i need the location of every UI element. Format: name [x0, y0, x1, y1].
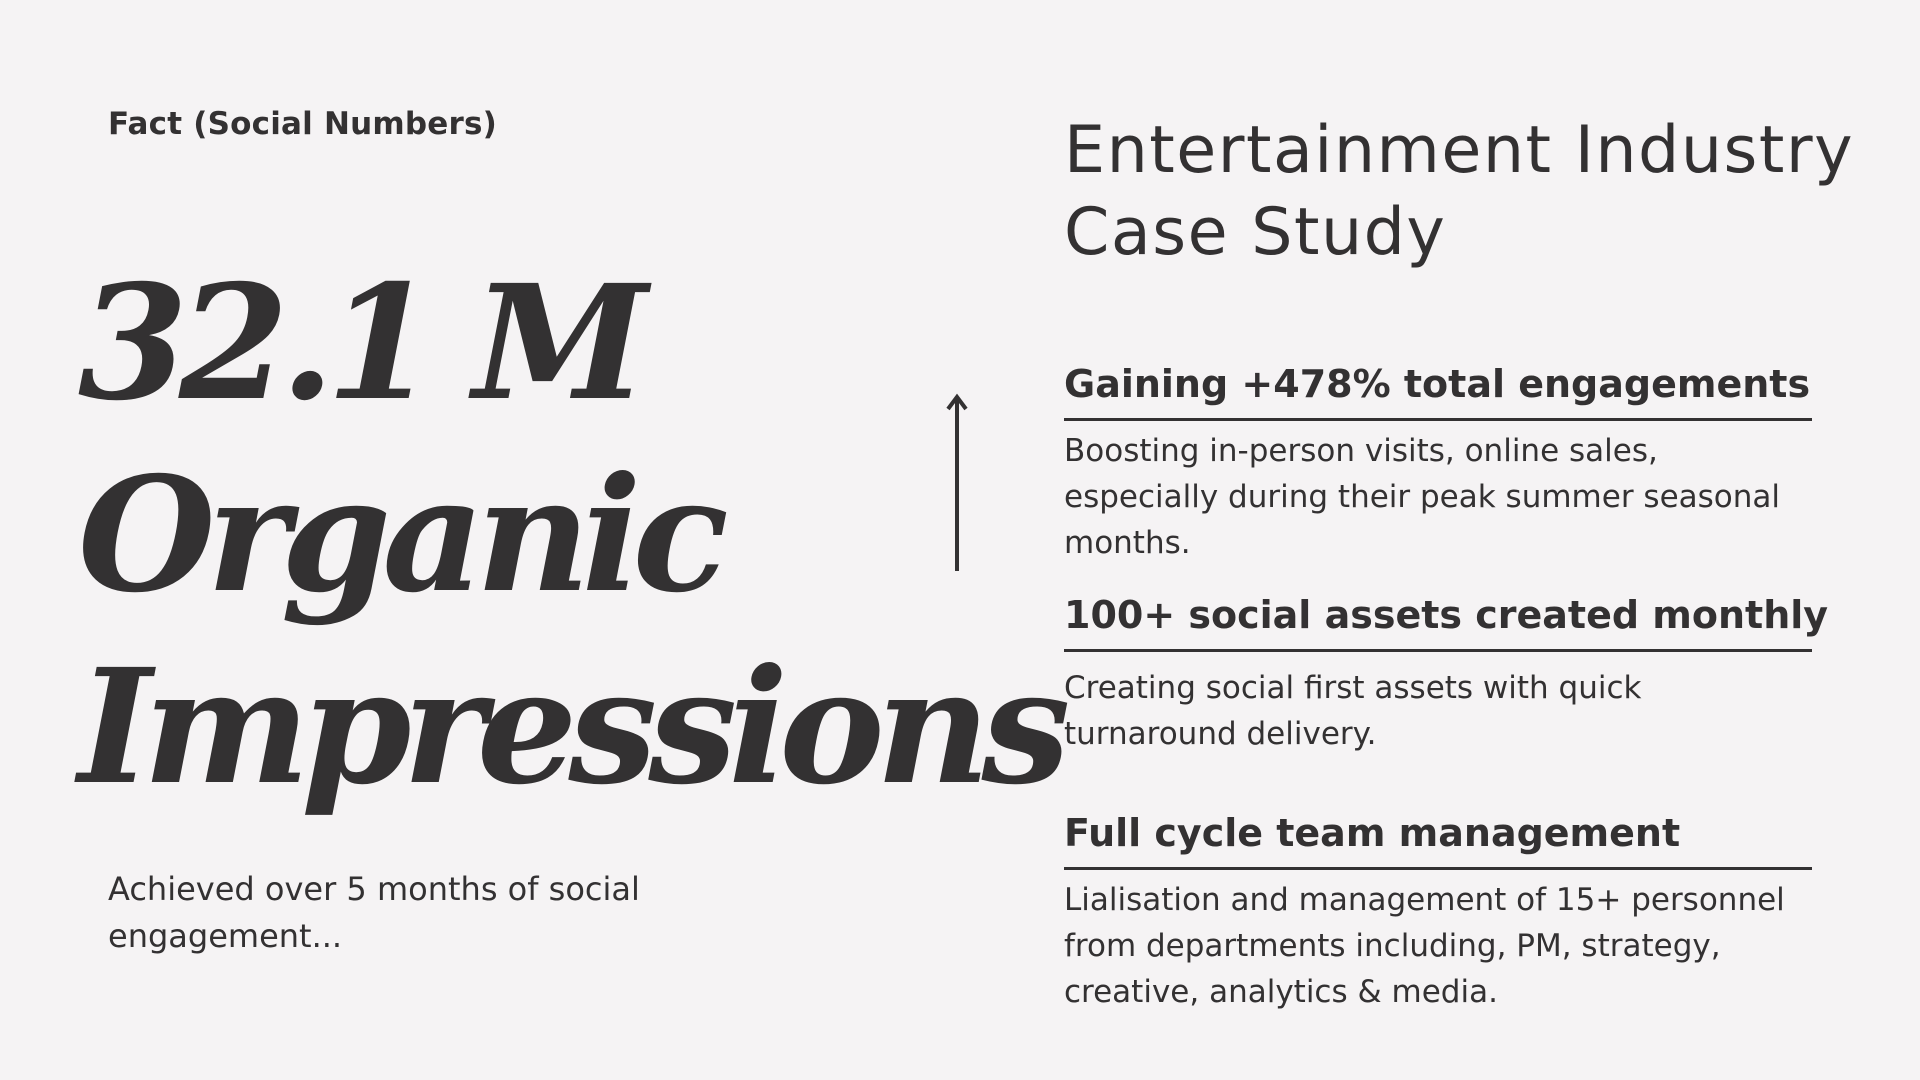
- highlight-heading: Full cycle team management: [1064, 809, 1812, 870]
- case-study-title-line2: Case Study: [1064, 195, 1447, 270]
- highlight-team-management: [1064, 809, 1812, 1015]
- arrow-up-icon: [944, 393, 970, 573]
- section-label: Fact (Social Numbers): [108, 106, 498, 142]
- hero-statistic: [78, 248, 1061, 824]
- highlight-body: Creating social first assets with quick turnaround delivery.: [1064, 670, 1642, 752]
- highlight-body: Boosting in-person visits, online sales, especially during their peak summer seasonal months.: [1064, 433, 1781, 561]
- case-study-title-line1: Entertainment Industry: [1064, 113, 1855, 188]
- hero-word-impressions: Impressions: [78, 635, 1062, 820]
- hero-caption: Achieved over 5 months of social engagement...: [108, 870, 640, 955]
- highlight-engagements: [1064, 360, 1812, 566]
- case-study-title: [1064, 110, 1854, 274]
- hero-word-organic: Organic: [78, 443, 720, 628]
- highlight-heading: Gaining +478% total engagements: [1064, 360, 1812, 421]
- highlight-heading: 100+ social assets created monthly: [1064, 591, 1812, 652]
- hero-number: 32.1 M: [78, 251, 639, 436]
- highlight-social-assets: [1064, 591, 1829, 757]
- highlight-body: Lialisation and management of 15+ personnel from departments including, PM, strategy, creative, analytics & media.: [1064, 882, 1785, 1010]
